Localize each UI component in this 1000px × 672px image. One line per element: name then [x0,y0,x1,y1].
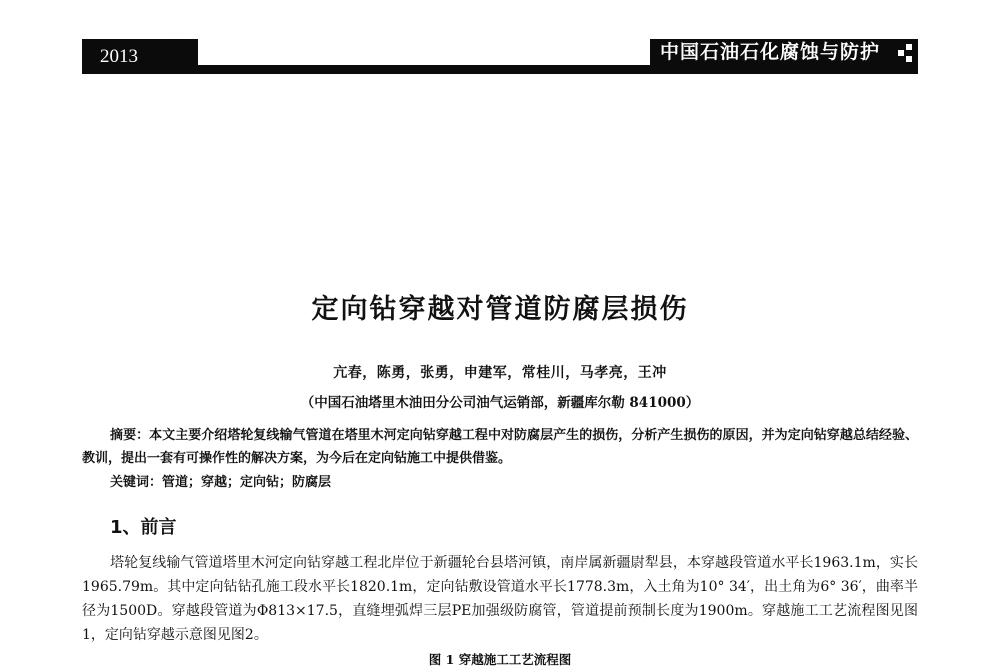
header-year: 2013 [100,46,138,67]
keywords-text: 管道；穿越；定向钻；防腐层 [162,475,332,490]
abstract-label: 摘要： [110,428,150,443]
abstract-text: 本文主要介绍塔轮复线输气管道在塔里木河定向钻穿越工程中对防腐层产生的损伤，分析产生损伤的原因，并为定向钻穿越总结经验、教训，提出一套有可操作性的解决方案，为今后在定向钻施工中提供借鉴。 [82,428,918,466]
affiliation: （中国石油塔里木油田分公司油气运销部，新疆库尔勒 841000） [300,395,700,411]
keywords-label: 关键词： [110,475,163,490]
paper-title: 定向钻穿越对管道防腐层损伤 [311,294,689,325]
keywords [110,471,910,494]
figure-caption: 图 1 穿越施工工艺流程图 [428,652,572,667]
header-ornament-right [898,40,916,66]
header-white-field [198,39,650,65]
body-paragraph [82,551,918,647]
journal-name: 中国石油石化腐蚀与防护 [660,41,881,63]
section-heading: 1、前言 [110,517,177,538]
paragraph-text: 塔轮复线输气管道塔里木河定向钻穿越工程北岸位于新疆轮台县塔河镇，南岸属新疆尉犁县，本穿越段管道水平长1963.1m，实长1965.79m。其中定向钻钻孔施工段水平长1820.1m，定向钻敷设管道水平长1778.3m，入土角为10° 34′，出土角为6° 36′，曲率半径为1500D。穿越段管道为Φ813×17.5，直缝埋弧焊三层PE加强级防腐管，管道提前预制长度为1900m。穿越施工工艺流程图见图1，定向钻穿越示意图见图2。 [82,555,918,643]
header-ornament-left [170,39,200,74]
author-list: 亢春，陈勇，张勇，申建军，常桂川，马孝亮，王冲 [333,365,667,381]
abstract [82,424,918,470]
